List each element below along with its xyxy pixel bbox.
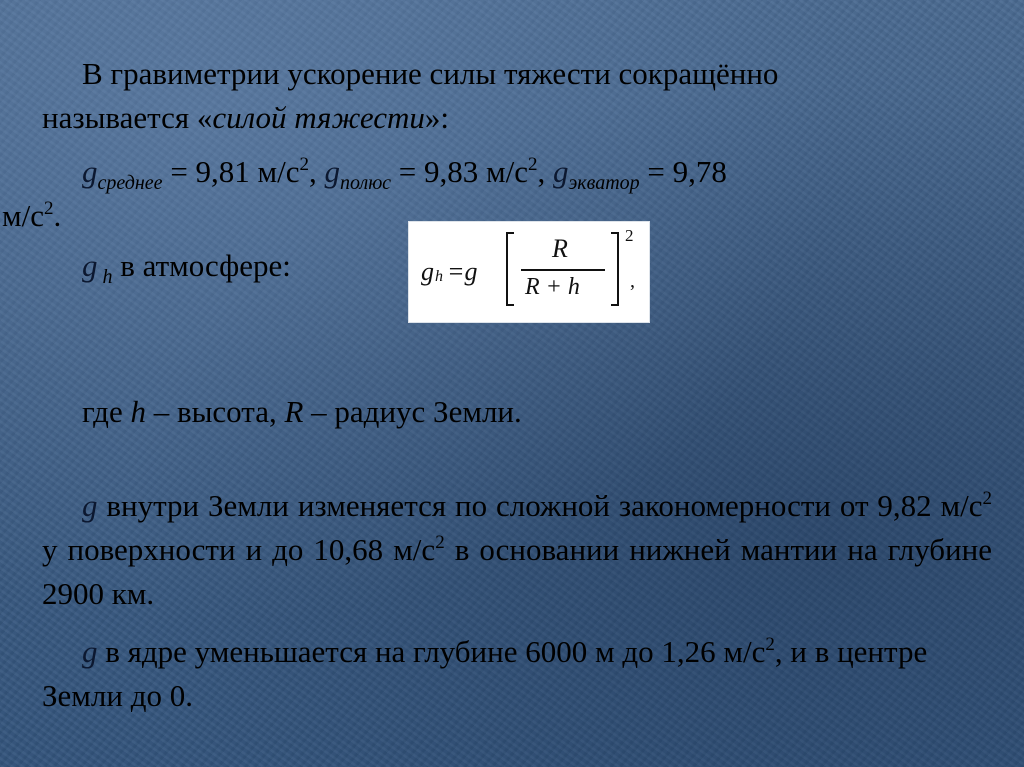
term-gravity-force: силой тяжести xyxy=(212,100,425,135)
gravity-altitude-formula xyxy=(408,221,650,323)
fraction-bar xyxy=(521,269,605,271)
title-line-2-prefix: называется « xyxy=(42,100,213,135)
g-symbol: g xyxy=(82,248,98,283)
formula-g: g xyxy=(421,257,434,286)
core-paragraph xyxy=(42,630,992,718)
g-symbol: g xyxy=(82,634,98,669)
g-equator-subscript: экватор xyxy=(568,172,640,194)
R-symbol: R xyxy=(284,394,304,429)
formula-equals-g: =g xyxy=(447,257,478,286)
g-symbol: g xyxy=(552,154,569,189)
exponent: 2 xyxy=(527,154,538,175)
height-label: – высота, xyxy=(145,394,285,429)
h-subscript: h xyxy=(97,266,113,288)
g-pole-subscript: полюс xyxy=(340,172,391,194)
separator: , xyxy=(309,154,325,189)
exponent: 2 xyxy=(44,198,54,219)
exponent: 2 xyxy=(435,532,445,553)
right-bracket xyxy=(611,232,619,306)
radius-label: – радиус Земли. xyxy=(303,394,522,429)
exponent: 2 xyxy=(982,488,992,509)
left-bracket xyxy=(506,232,514,306)
inside-earth-paragraph xyxy=(42,484,992,616)
formula-numerator: R xyxy=(552,234,568,263)
title-paragraph xyxy=(42,52,992,140)
inside-text-3: в основании нижней мантии на глубине 2900 км. xyxy=(42,532,993,611)
title-line-2-suffix: »: xyxy=(424,100,450,135)
g-symbol: g xyxy=(82,488,98,523)
h-symbol: h xyxy=(130,394,146,429)
g-equator-value: = 9,78 xyxy=(639,154,727,189)
formula-denominator: R + h xyxy=(525,274,580,300)
core-text-2: , и в центре Земли до 0. xyxy=(42,634,928,713)
formula-comma: , xyxy=(630,270,635,292)
g-pole-value: = 9,83 м/с xyxy=(390,154,528,189)
g-mean-subscript: среднее xyxy=(97,172,163,194)
where-line xyxy=(42,390,992,434)
core-text-1: в ядре уменьшается на глубине 6000 м до 1,26 м/с xyxy=(97,634,766,669)
g-symbol: g xyxy=(82,154,98,189)
inside-text-1: внутри Земли изменяется по сложной закономерности от 9,82 м/с xyxy=(97,488,983,523)
separator: , xyxy=(537,154,553,189)
g-symbol: g xyxy=(324,154,341,189)
exponent: 2 xyxy=(765,634,775,655)
period: . xyxy=(53,198,62,233)
title-line-1: В гравиметрии ускорение силы тяжести сокращённо xyxy=(82,56,779,91)
where-prefix: где xyxy=(82,394,131,429)
inside-text-2: у поверхности и до 10,68 м/с xyxy=(42,532,436,567)
formula-exponent: 2 xyxy=(625,226,634,245)
formula-h-subscript: h xyxy=(435,268,443,285)
g-mean-value: = 9,81 м/с xyxy=(162,154,300,189)
exponent: 2 xyxy=(299,154,310,175)
atmosphere-label: в атмосфере: xyxy=(112,248,291,283)
unit: м/с xyxy=(2,198,44,233)
